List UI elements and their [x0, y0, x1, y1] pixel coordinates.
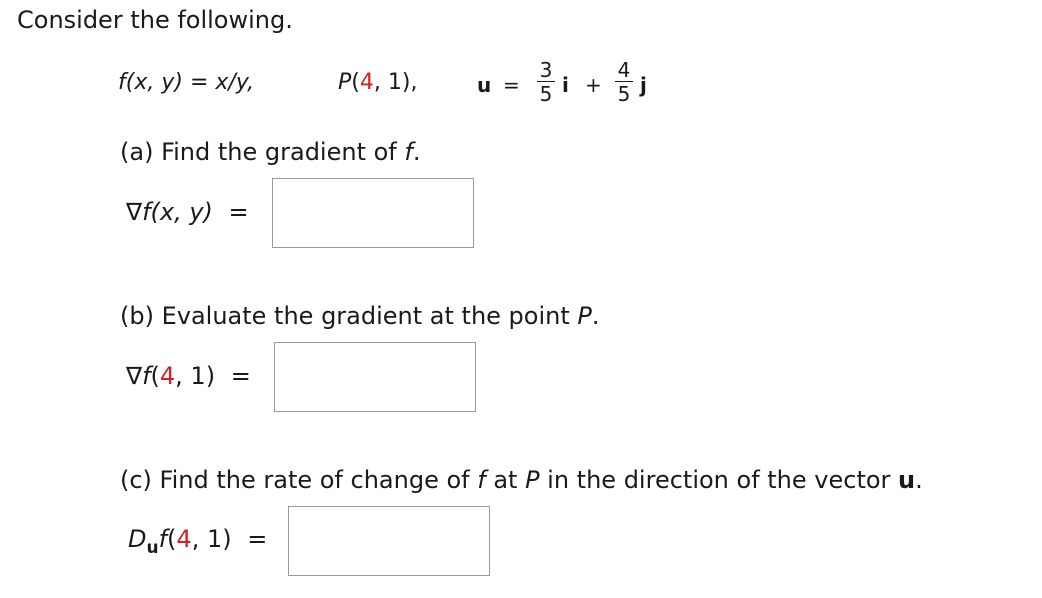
part-b-lhs [126, 362, 251, 390]
part-c-lhs-open: ( [167, 525, 177, 553]
function-equals: = [189, 70, 209, 95]
vector-coef-i [537, 60, 555, 104]
point-y: 1 [387, 70, 402, 95]
part-c-var-u: u [898, 466, 916, 494]
part-c-lhs-rest: , 1) [191, 525, 232, 553]
function-definition [118, 70, 254, 95]
part-a-var: f [404, 138, 413, 166]
function-name: f [118, 70, 126, 95]
part-b-var: P [577, 302, 592, 330]
part-b-equals: = [230, 362, 251, 390]
part-c-var-f: f [477, 466, 486, 494]
vector-name: u [477, 73, 492, 97]
part-b-lhs-open: ( [150, 362, 160, 390]
vector-equals: = [503, 73, 520, 97]
nabla-symbol: ∇ [126, 198, 143, 226]
part-b-lhs-f: f [142, 362, 151, 390]
point-open: ( [351, 70, 360, 95]
part-c-prompt [120, 466, 923, 494]
part-c-equals: = [247, 525, 268, 553]
part-b-prefix: (b) Evaluate the gradient at the point [120, 302, 578, 330]
vector-plus: + [585, 73, 602, 97]
gradient-at-point-input[interactable] [274, 342, 476, 412]
vector-coef-j-denominator: 5 [617, 82, 631, 106]
part-b-suffix: . [591, 302, 600, 330]
part-a-equals: = [228, 198, 249, 226]
part-c-lhs [128, 525, 268, 558]
point-name: P [338, 70, 352, 95]
part-b-lhs-x: 4 [159, 362, 176, 390]
part-c-mid: at [485, 466, 526, 494]
part-c-var-p: P [525, 466, 540, 494]
gradient-answer-input[interactable] [272, 178, 474, 248]
unit-vector-j: j [640, 73, 647, 97]
point-close: ), [401, 70, 418, 95]
part-a-suffix: . [412, 138, 421, 166]
part-a-lhs-args: (x, y) [150, 198, 213, 226]
part-c-prefix: (c) Find the rate of change of [120, 466, 478, 494]
part-a-prompt [120, 138, 420, 166]
vector-coef-j [615, 60, 633, 104]
part-b-prompt [120, 302, 600, 330]
part-a-prefix: (a) Find the gradient of [120, 138, 405, 166]
point-sep: , [373, 70, 381, 95]
part-c-lhs-x: 4 [176, 525, 192, 553]
part-c-mid2: in the direction of the vector [539, 466, 899, 494]
part-a-lhs-f: f [142, 198, 151, 226]
function-rhs: x/y, [215, 70, 255, 95]
part-c-lhs-f: f [158, 525, 168, 553]
part-b-lhs-rest: , 1) [175, 362, 216, 390]
nabla-symbol: ∇ [126, 362, 143, 390]
part-a-lhs [126, 198, 249, 226]
directional-derivative-input[interactable] [288, 506, 490, 576]
part-c-suffix: . [915, 466, 923, 494]
unit-vector-i: i [562, 73, 569, 97]
point-definition [338, 70, 417, 95]
intro-text: Consider the following. [17, 6, 293, 34]
vector-coef-i-denominator: 5 [539, 82, 553, 106]
point-x: 4 [359, 70, 374, 95]
vector-coef-j-numerator: 4 [617, 58, 631, 82]
part-c-lhs-sub-u: u [146, 538, 159, 558]
function-args: (x, y) [125, 70, 183, 95]
part-c-lhs-d: D [128, 525, 147, 553]
vector-coef-i-numerator: 3 [539, 58, 553, 82]
